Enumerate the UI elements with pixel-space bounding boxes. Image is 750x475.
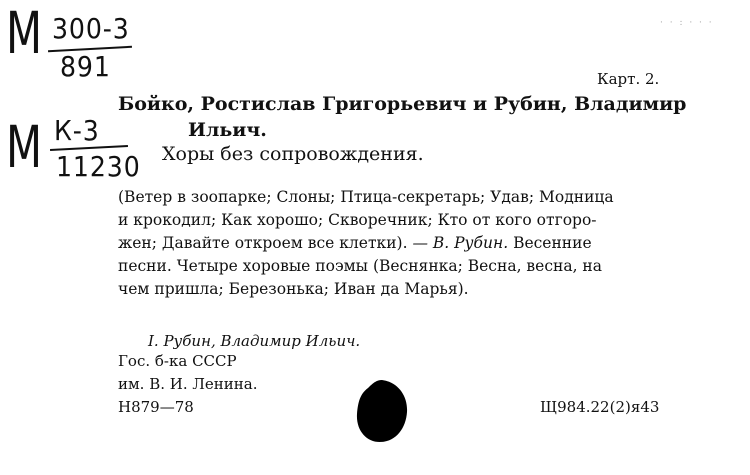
contents-line-5: чем пришла; Березонька; Иван да Марья).: [118, 280, 469, 298]
added-entry: I. Рубин, Владимир Ильич.: [148, 332, 361, 350]
contents-line-3-tail: Весенние: [513, 234, 592, 252]
punch-hole-blot: [352, 376, 412, 446]
shelfmark-letter-bottom: М: [6, 113, 43, 181]
shelfmark-letter-top: М: [6, 0, 43, 67]
library-line-2: им. В. И. Ленина.: [118, 375, 258, 393]
shelfmark-denominator-top: 891: [60, 50, 111, 83]
work-title: Хоры без сопровождения.: [162, 143, 424, 165]
card-code-left: Н879—78: [118, 398, 194, 416]
second-author-italic: — В. Рубин.: [412, 234, 509, 252]
contents-line-3-text: жен; Давайте откроем все клетки).: [118, 234, 408, 252]
faint-stamp: · · : · · ·: [660, 18, 714, 28]
card-number: Карт. 2.: [597, 70, 660, 88]
contents-line-1: (Ветер в зоопарке; Слоны; Птица-секретарь; Удав; Модница: [118, 188, 614, 206]
contents-line-3: [118, 232, 592, 256]
shelfmark-denominator-bottom: 11230: [56, 150, 141, 183]
contents-line-2: и крокодил; Как хорошо; Скворечник; Кто от кого отгоро-: [118, 211, 597, 229]
author-line-2: Ильич.: [188, 119, 267, 141]
classification-code: Щ984.22(2)я43: [540, 398, 660, 416]
library-line-1: Гос. б-ка СССР: [118, 352, 237, 370]
shelfmark-numerator-top: 300-3: [52, 12, 130, 45]
author-line-1: Бойко, Ростислав Григорьевич и Рубин, Владимир: [118, 93, 687, 115]
contents-line-4: песни. Четыре хоровые поэмы (Веснянка; Весна, весна, на: [118, 257, 602, 275]
shelfmark-numerator-bottom: К-3: [54, 114, 100, 147]
